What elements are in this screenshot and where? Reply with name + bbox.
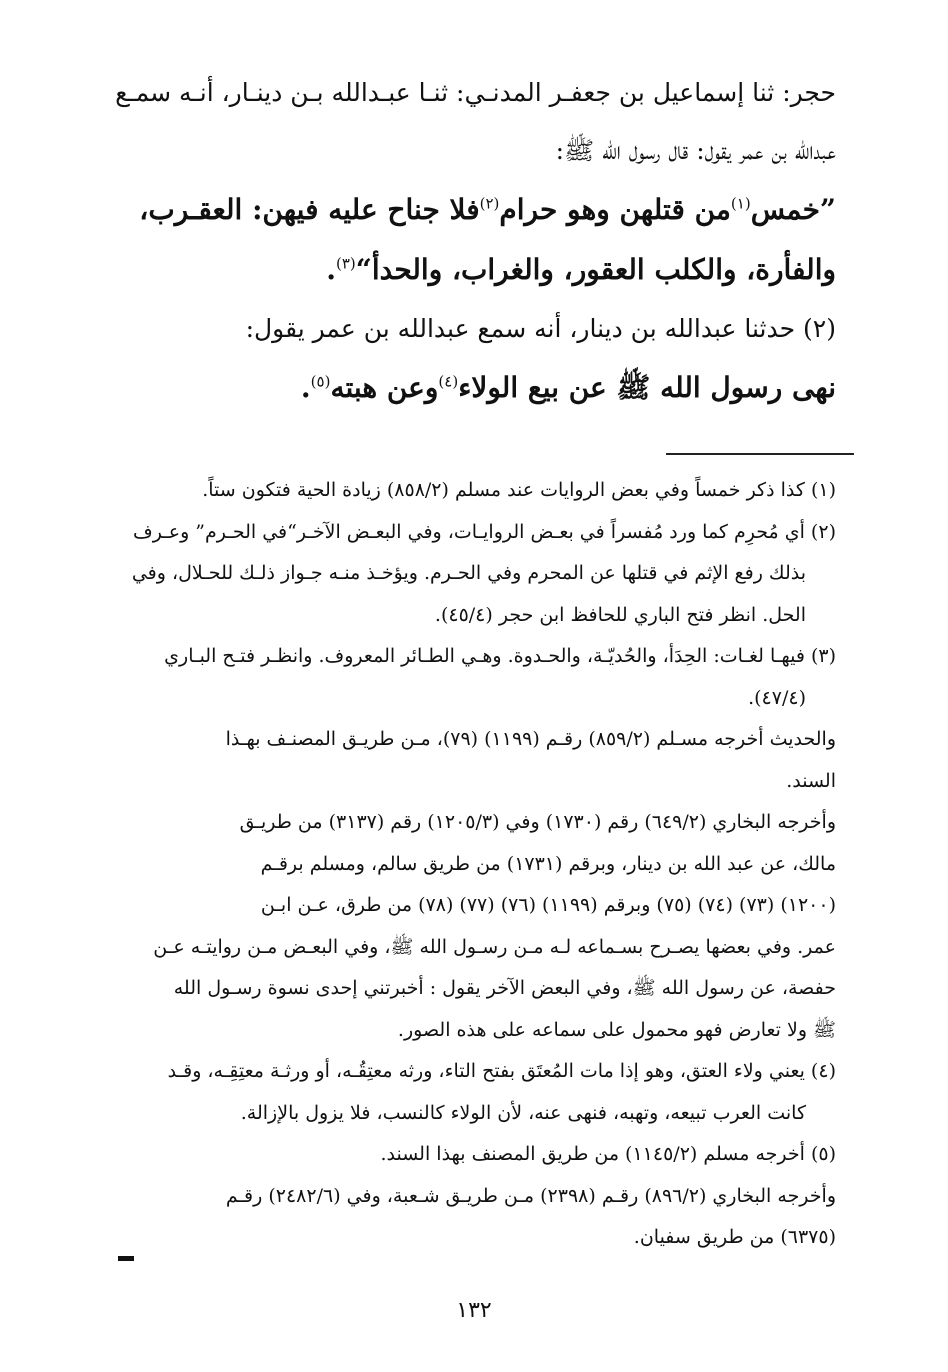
footnote-divider [666,453,854,455]
footnotes [120,470,836,1259]
text-line: (٢) حدثنا عبدالله بن دينار، أنه سمع عبدالله بن عمر يقول: [245,314,836,343]
footnote-line: السند. [786,769,836,792]
footnote-line: الحل. انظر فتح الباري للحافظ ابن حجر (٤٥/٤). [434,603,806,626]
hadith-text: فلا جناح عليه فيهن: العقـرب، [139,193,480,226]
hadith-line [110,180,836,240]
footnote-line: عمر. وفي بعضها يصـرح بسـماعه لـه مـن رسـول الله ﷺ، وفي البعـض مـن روايتـه عـن [153,935,836,958]
footnote-ref[interactable]: (٢) [479,194,500,213]
main-text [110,64,836,418]
footnote-line: ﷺ ولا تعارض فهو محمول على سماعه على هذه الصور. [397,1018,836,1041]
hadith-text: والفأرة، والكلب العقور، والغراب، والحدأ“ [355,253,836,286]
hadith-text: نهى رسول الله ﷺ عن بيع الولاء [458,371,836,404]
footnote-line: (٢) أي مُحرِم كما ورد مُفسراً في بعـض الروايـات، وفي البعـض الآخـر“في الحـرم” وعـرف [133,520,836,543]
footnote-ref[interactable]: (٣) [335,254,356,273]
footnote-ref[interactable]: (١) [730,194,751,213]
footnote-line: مالك، عن عبد الله بن دينار، وبرقم (١٧٣١) من طريق سالم، ومسلم برقـم [260,852,836,875]
hadith-line [110,358,836,418]
footnote-line: حفصة، عن رسول الله ﷺ، وفي البعض الآخر يقول : أخبرتني إحدى نسوة رسـول الله [173,977,836,999]
text-line: حجر: ثنا إسماعيل بن جعفـر المدنـي: ثنـا عبـدالله بـن دينـار، أنـه سمـع [115,78,836,107]
hadith-line [110,240,836,300]
footnote-line: (٥) أخرجه مسلم (١١٤٥/٢) من طريق المصنف بهذا السند. [380,1143,836,1165]
hadith-text: . [300,371,311,404]
footnote-line: (١٢٠٠) (٧٣) (٧٤) (٧٥) وبرقم (١١٩٩) (٧٦) (٧٧) (٧٨) من طرق، عـن ابـن [260,894,836,916]
footnote-line: (٦٣٧٥) من طريق سفيان. [633,1226,836,1248]
end-mark [118,1256,134,1261]
footnote-line: وأخرجه البخاري (٦٤٩/٢) رقم (١٧٣٠) وفي (١٢٠٥/٣) رقم (٣١٣٧) من طريـق [239,811,836,833]
footnote-line: بذلك رفع الإثم في قتلها عن المحرم وفي الحـرم. ويؤخـذ منـه جـواز ذلـك للحـلال، وفي [131,562,806,584]
footnote-line: (١) كذا ذكر خمساً وفي بعض الروايات عند مسلم (٨٥٨/٢) زيادة الحية فتكون ستاً. [202,479,836,501]
page-number: ١٣٢ [456,1298,492,1323]
hadith-text: من قتلهن وهو حرام [499,193,731,226]
footnote-ref[interactable]: (٤) [438,372,459,391]
footnote-line: (٤٧/٤). [748,686,806,709]
footnote-line: وأخرجه البخاري (٨٩٦/٢) رقـم (٢٣٩٨) مـن طريـق شـعبة، وفي (٢٤٨٢/٦) رقـم [225,1184,836,1207]
hadith-text: ”خمس [750,193,836,226]
footnote-line: والحديث أخرجه مسـلم (٨٥٩/٢) رقـم (١١٩٩) (٧٩)، مـن طريـق المصنـف بهـذا [225,728,836,750]
footnote-line: كانت العرب تبيعه، وتهبه، فنهى عنه، لأن الولاء كالنسب، فلا يزول بالإزالة. [240,1101,806,1124]
footnote-line: (٤) يعني ولاء العتق، وهو إذا مات المُعتَق بفتح التاء، ورثه معتِقُـه، أو ورثـة معتِقِـه، وقـد [167,1060,836,1082]
hadith-text: وعن هبته [330,371,439,404]
footnote-ref[interactable]: (٥) [310,372,331,391]
footnote-line: (٣) فيهـا لغـات: الحِدَأ، والحُديّـة، والحـدوة. وهـي الطـائر المعروف. وانظـر فتـح البـاري [164,645,836,667]
hadith-text: . [326,253,336,286]
text-line: عبدالله بن عمر يقول: قال رسول الله ﷺ: [555,136,836,165]
